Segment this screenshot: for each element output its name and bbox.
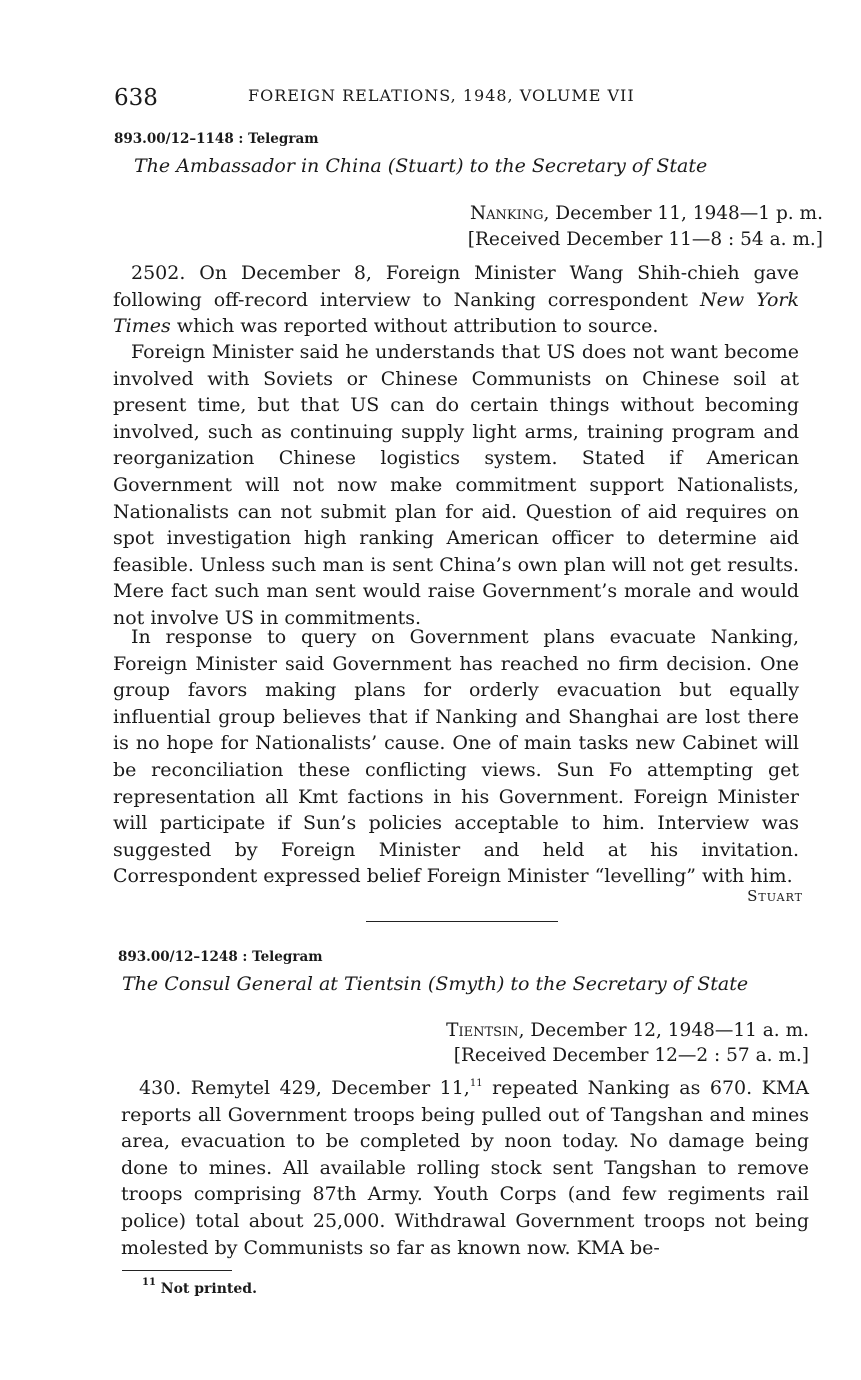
dateline [470,203,823,224]
running-title: FOREIGN RELATIONS, 1948, VOLUME VII [248,86,635,105]
paragraph [113,624,799,890]
received-line: [Received December 12—2 : 57 a. m.] [453,1045,809,1066]
paragraph [113,339,799,632]
dateline-place: Tientsin [446,1020,519,1041]
paragraph-text: which was reported without attribution to source. [170,315,659,338]
paragraph-text: 2502. On December 8, Foreign Minister Wang Shih-chieh gave following off-record interview to Nanking correspondent [113,262,799,311]
paragraph-text: repeated Nanking as 670. KMA reports all Government troops being pulled out of Tangshan and mines area, evacuation to be completed by noon today. No damage being done to mines. All available rolling stock sent Tangshan to remove troops comprising 87th Army. Youth Corps (and few regiments rail police) total about 25,000. Withdrawal Government troops not being molested by Communists so far as known now. KMA be- [121,1077,810,1259]
footnote-marker: 11 [142,1277,156,1288]
paragraph [121,1075,809,1261]
paragraph-text: 430. Remytel 429, December 11, [139,1077,470,1099]
dateline-place: Nanking [469,203,544,224]
footnote-ref: 11 [469,1078,483,1089]
page-number: 638 [114,85,158,111]
dateline-date: , December 12, 1948—11 a. m. [518,1020,809,1041]
signature: Stuart [747,887,803,905]
paragraph-text: In response to query on Government plans evacuate Nanking, Foreign Minister said Government has reached no firm decision. One group favors making plans for orderly evacuation but equally influential group believes that if Nanking and Shanghai are lost there is no hope for Nationalists’ cause. One of main tasks new Cabinet will be reconciliation these conflicting views. Sun Fo attempting get representation all Kmt factions in his Government. Foreign Minister will participate if Sun’s policies acceptable to him. Interview was suggested by Foreign Minister and held at his invitation. Correspondent expressed belief Foreign Minister “levelling” with him. [113,626,799,888]
document-title: The Ambassador in China (Stuart) to the Secretary of State [134,155,708,177]
dateline-date: , December 11, 1948—1 p. m. [543,203,823,224]
document-title: The Consul General at Tientsin (Smyth) to the Secretary of State [122,973,749,995]
file-reference: 893.00/12–1148 : Telegram [114,131,319,147]
footnote-text: Not printed. [155,1281,257,1297]
section-divider [366,921,558,922]
paragraph-text: Foreign Minister said he understands that US does not want become involved with Soviets or Chinese Communists on Chinese soil at present time, but that US can do certain things without becoming involved, such as continuing supply light arms, training program and reorganization Chinese logistics system. Stated if American Government will not now make commitment support Nationalists, Nationalists can not submit plan for aid. Question of aid requires on spot investigation high ranking American officer to determine aid feasible. Unless such man is sent China’s own plan will not get results. Mere fact such man sent would raise Government’s morale and would not involve US in commitments. [113,341,799,629]
footnote [142,1277,257,1297]
newspaper-name: New York Times [113,288,799,338]
paragraph [113,260,799,340]
dateline [446,1020,809,1041]
file-reference: 893.00/12–1248 : Telegram [118,949,323,965]
received-line: [Received December 11—8 : 54 a. m.] [467,229,823,250]
footnote-divider [122,1270,232,1271]
